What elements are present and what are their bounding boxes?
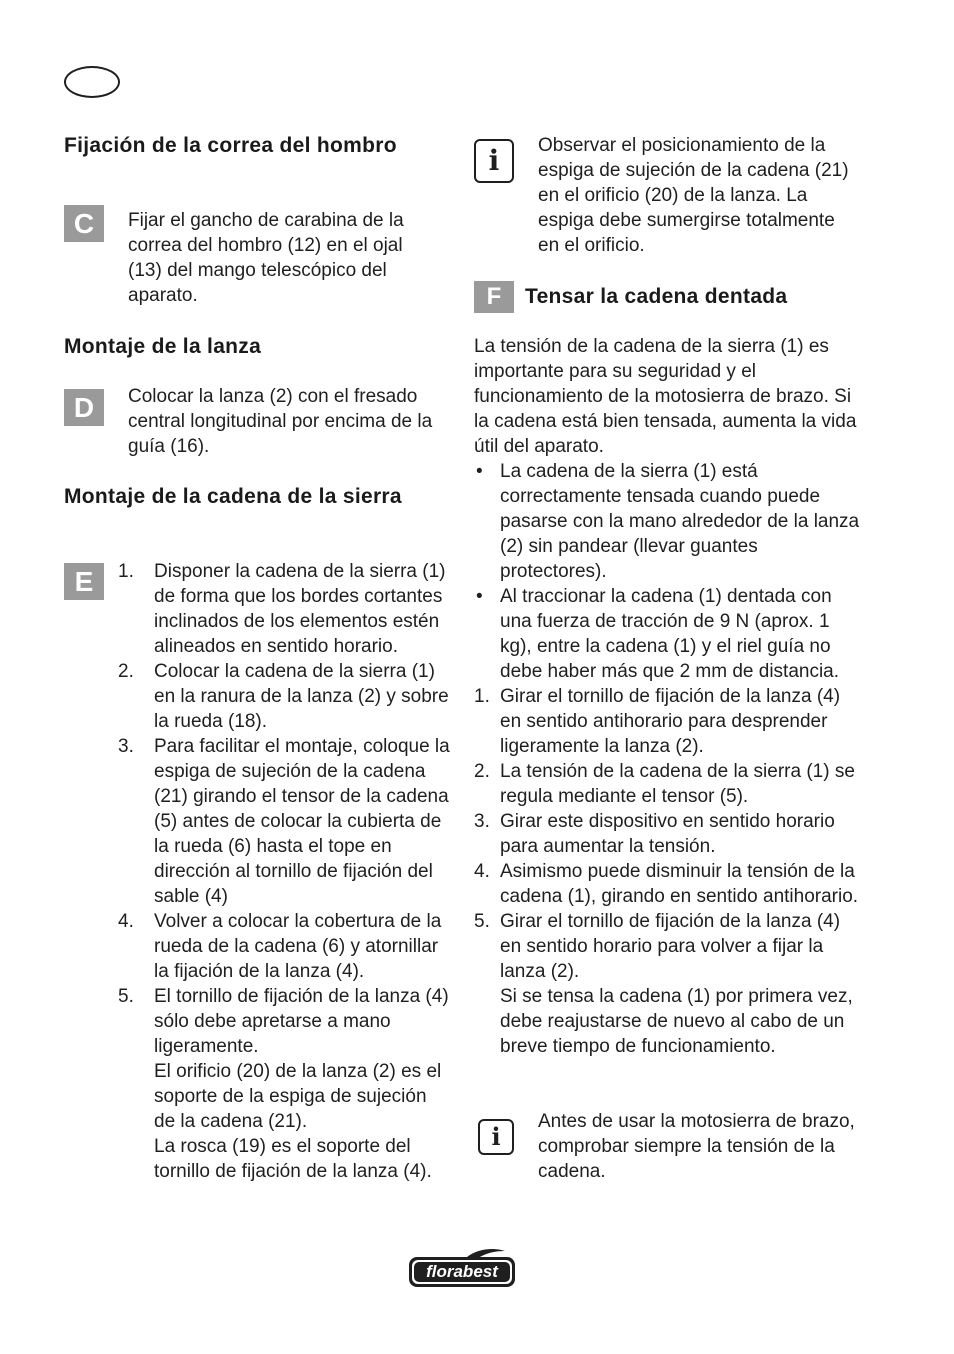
badge-f: F <box>474 281 514 313</box>
list-item: 1. Girar el tornillo de fijación de la lanza (4) en sentido antihorario para desprender ligeramente la lanza (2). <box>474 686 841 757</box>
list-item: 3. Girar este dispositivo en sentido horario para aumentar la tensión. <box>474 811 835 857</box>
badge-c: C <box>64 205 104 242</box>
note-chain-pin: Observar el posicionamiento de la espiga de sujeción de la cadena (21) en el orificio (20) de la lanza. La espiga debe sumergirse totalmente en el orificio. <box>538 135 849 256</box>
info-icon: i <box>478 1119 514 1155</box>
list-item: 1. Disponer la cadena de la sierra (1) de forma que los bordes cortantes inclinados de los elementos estén alineados en sentido horario. <box>118 561 446 657</box>
tension-steps <box>474 684 862 1059</box>
language-oval <box>64 66 120 98</box>
note-check-tension: Antes de usar la motosierra de brazo, comprobar siempre la tensión de la cadena. <box>538 1111 855 1182</box>
list-item: 2. La tensión de la cadena de la sierra (1) se regula mediante el tensor (5). <box>474 761 855 807</box>
list-item: • La cadena de la sierra (1) está correctamente tensada cuando puede pasarse con la mano alrededor de la lanza (2) sin pandear (llevar guantes protectores). <box>476 461 860 582</box>
badge-d: D <box>64 389 104 426</box>
list-item: 5. El tornillo de fijación de la lanza (4) sólo debe apretarse a mano ligeramente. El orificio (20) de la lanza (2) es el soporte de la espiga de sujeción de la cadena (21). La rosca (19) es el soporte del tornillo de fijación de la lanza (4). <box>118 986 449 1182</box>
logo-text: florabest <box>426 1262 498 1281</box>
badge-e: E <box>64 563 104 600</box>
list-item: 5. Girar el tornillo de fijación de la lanza (4) en sentido horario para volver a fijar la lanza (2). Si se tensa la cadena (1) por primera vez, debe reajustarse de nuevo al cabo de un breve tiempo de funcionamiento. <box>474 911 853 1057</box>
list-item: 2. Colocar la cadena de la sierra (1) en la ranura de la lanza (2) y sobre la rueda (18). <box>118 661 449 732</box>
list-item: 3. Para facilitar el montaje, coloque la espiga de sujeción de la cadena (21) girando el tensor de la cadena (5) antes de colocar la cubierta de la rueda (6) hasta el tope en dirección al tornillo de fijación del sable (4) <box>118 736 450 907</box>
info-icon: i <box>474 139 514 183</box>
tension-bullets <box>474 459 862 684</box>
heading-chain-tension: Tensar la cadena dentada <box>525 285 788 308</box>
paragraph-lance-mounting: Colocar la lanza (2) con el fresado central longitudinal por encima de la guía (16). <box>128 386 433 457</box>
list-item: • Al traccionar la cadena (1) dentada con una fuerza de tracción de 9 N (aprox. 1 kg), entre la cadena (1) y el riel guía no debe haber más que 2 mm de distancia. <box>476 586 840 682</box>
paragraph-shoulder-strap: Fijar el gancho de carabina de la correa del hombro (12) en el ojal (13) del mango telescópico del aparato. <box>128 210 404 306</box>
florabest-logo <box>407 1247 517 1289</box>
chain-mounting-steps <box>118 559 450 1184</box>
heading-shoulder-strap: Fijación de la correa del hombro <box>64 134 397 157</box>
heading-chain-mounting: Montaje de la cadena de la sierra <box>64 485 402 508</box>
heading-lance-mounting: Montaje de la lanza <box>64 335 262 358</box>
list-item: 4. Asimismo puede disminuir la tensión de la cadena (1), girando en sentido antihorario. <box>474 861 859 907</box>
paragraph-tension-intro: La tensión de la cadena de la sierra (1) es importante para su seguridad y el funcionamiento de la motosierra de brazo. Si la cadena está bien tensada, aumenta la vida útil del aparato. <box>474 336 857 457</box>
list-item: 4. Volver a colocar la cobertura de la rueda de la cadena (6) y atornillar la fijación de la lanza (4). <box>118 911 442 982</box>
